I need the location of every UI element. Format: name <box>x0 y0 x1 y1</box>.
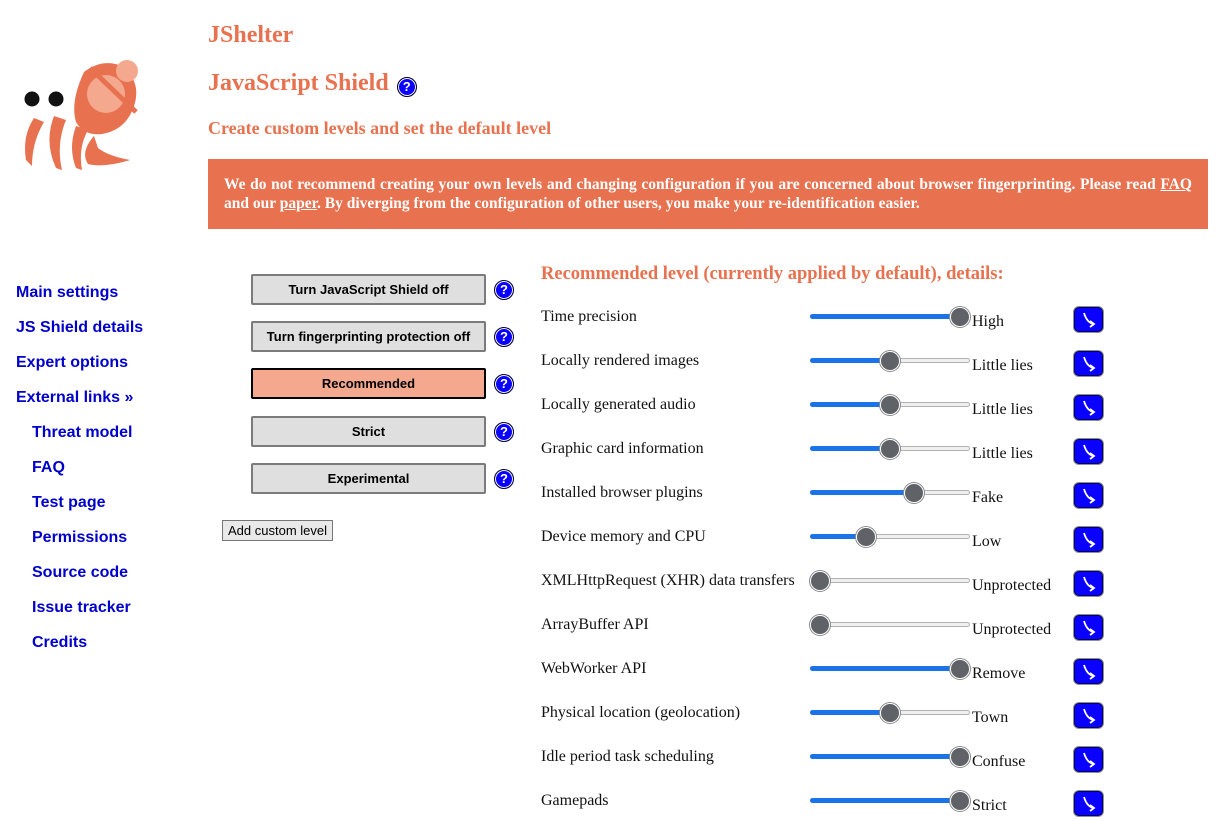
slider-track[interactable] <box>810 578 970 583</box>
help-icon[interactable]: ? <box>494 280 514 300</box>
curved-arrow-icon <box>1081 664 1097 680</box>
slider-fill <box>810 402 890 407</box>
curved-arrow-icon <box>1081 356 1097 372</box>
app-title: JShelter <box>208 22 294 48</box>
customize-locally-rendered-images-button[interactable] <box>1074 351 1103 376</box>
detail-value-installed-browser-plugins: Fake <box>972 489 1004 506</box>
detail-value-device-memory-and-cpu: Low <box>972 533 1002 550</box>
detail-label-gamepads: Gamepads <box>541 792 609 809</box>
help-icon[interactable]: ? <box>494 422 514 442</box>
sidebar-nav <box>16 282 143 667</box>
nav-faq[interactable]: FAQ <box>32 459 65 476</box>
turn-shield-off-button[interactable]: Turn JavaScript Shield off <box>251 274 486 305</box>
jshelter-logo-icon <box>18 56 144 174</box>
slider-fill <box>810 798 960 803</box>
strict-level-button[interactable]: Strict <box>251 416 486 447</box>
slider-thumb[interactable] <box>856 527 876 547</box>
slider-fill <box>810 358 890 363</box>
help-icon[interactable]: ? <box>494 374 514 394</box>
detail-slider-gamepads[interactable] <box>810 790 970 812</box>
warning-text-middle: and our <box>224 195 280 212</box>
detail-value-physical-location-geolocation: Town <box>972 709 1009 726</box>
curved-arrow-icon <box>1081 400 1097 416</box>
nav-issue-tracker[interactable]: Issue tracker <box>32 599 131 616</box>
slider-thumb[interactable] <box>904 483 924 503</box>
slider-fill <box>810 490 914 495</box>
detail-slider-webworker-api[interactable] <box>810 658 970 680</box>
page-subtitle: Create custom levels and set the default level <box>208 118 552 138</box>
customize-gamepads-button[interactable] <box>1074 791 1103 816</box>
slider-thumb[interactable] <box>950 307 970 327</box>
faq-link[interactable]: FAQ <box>1160 176 1192 193</box>
detail-value-idle-period-task-scheduling: Confuse <box>972 753 1026 770</box>
slider-thumb[interactable] <box>880 703 900 723</box>
detail-value-graphic-card-information: Little lies <box>972 445 1033 462</box>
nav-main-settings[interactable]: Main settings <box>16 284 119 301</box>
curved-arrow-icon <box>1081 312 1097 328</box>
slider-thumb[interactable] <box>880 351 900 371</box>
nav-js-shield-details[interactable]: JS Shield details <box>16 319 144 336</box>
help-icon[interactable]: ? <box>494 469 514 489</box>
slider-fill <box>810 446 890 451</box>
fingerprinting-warning <box>208 159 1208 229</box>
detail-slider-physical-location-geolocation[interactable] <box>810 702 970 724</box>
detail-value-locally-generated-audio: Little lies <box>972 401 1033 418</box>
nav-expert-options[interactable]: Expert options <box>16 354 129 371</box>
slider-thumb[interactable] <box>810 615 830 635</box>
curved-arrow-icon <box>1081 752 1097 768</box>
slider-fill <box>810 314 960 319</box>
customize-installed-browser-plugins-button[interactable] <box>1074 483 1103 508</box>
customize-webworker-api-button[interactable] <box>1074 659 1103 684</box>
customize-graphic-card-information-button[interactable] <box>1074 439 1103 464</box>
detail-slider-installed-browser-plugins[interactable] <box>810 482 970 504</box>
add-custom-level-button[interactable]: Add custom level <box>222 520 333 541</box>
customize-idle-period-task-scheduling-button[interactable] <box>1074 747 1103 772</box>
customize-xmlhttprequest-xhr-data-transfers-button[interactable] <box>1074 571 1103 596</box>
curved-arrow-icon <box>1081 444 1097 460</box>
detail-slider-device-memory-and-cpu[interactable] <box>810 526 970 548</box>
customize-device-memory-and-cpu-button[interactable] <box>1074 527 1103 552</box>
nav-test-page[interactable]: Test page <box>32 494 106 511</box>
detail-value-time-precision: High <box>972 313 1004 330</box>
detail-label-installed-browser-plugins: Installed browser plugins <box>541 484 703 501</box>
detail-value-xmlhttprequest-xhr-data-transfers: Unprotected <box>972 577 1052 594</box>
detail-label-time-precision: Time precision <box>541 308 637 325</box>
detail-label-xmlhttprequest-xhr-data-transfers: XMLHttpRequest (XHR) data transfers <box>541 572 795 589</box>
detail-label-arraybuffer-api: ArrayBuffer API <box>541 616 649 633</box>
curved-arrow-icon <box>1081 708 1097 724</box>
slider-fill <box>810 710 890 715</box>
warning-text-end: . By diverging from the configuration of other users, you make your re-identification easier. <box>317 195 920 212</box>
detail-slider-xmlhttprequest-xhr-data-transfers[interactable] <box>810 570 970 592</box>
customize-arraybuffer-api-button[interactable] <box>1074 615 1103 640</box>
nav-permissions[interactable]: Permissions <box>32 529 128 546</box>
curved-arrow-icon <box>1081 576 1097 592</box>
nav-external-links[interactable]: External links » <box>16 389 134 406</box>
customize-time-precision-button[interactable] <box>1074 307 1103 332</box>
detail-slider-graphic-card-information[interactable] <box>810 438 970 460</box>
detail-label-device-memory-and-cpu: Device memory and CPU <box>541 528 706 545</box>
detail-slider-arraybuffer-api[interactable] <box>810 614 970 636</box>
paper-link[interactable]: paper <box>279 195 318 212</box>
detail-label-idle-period-task-scheduling: Idle period task scheduling <box>541 748 714 765</box>
slider-thumb[interactable] <box>950 747 970 767</box>
detail-label-locally-generated-audio: Locally generated audio <box>541 396 696 413</box>
slider-thumb[interactable] <box>950 659 970 679</box>
nav-threat-model[interactable]: Threat model <box>32 424 133 441</box>
customize-locally-generated-audio-button[interactable] <box>1074 395 1103 420</box>
page-title-text: JavaScript Shield <box>208 70 389 96</box>
detail-value-gamepads: Strict <box>972 797 1007 814</box>
slider-thumb[interactable] <box>950 791 970 811</box>
help-icon[interactable]: ? <box>397 77 417 97</box>
detail-label-physical-location-geolocation: Physical location (geolocation) <box>541 704 741 721</box>
detail-value-arraybuffer-api: Unprotected <box>972 621 1052 638</box>
detail-label-locally-rendered-images: Locally rendered images <box>541 352 700 369</box>
curved-arrow-icon <box>1081 620 1097 636</box>
nav-credits[interactable]: Credits <box>32 634 88 651</box>
detail-slider-idle-period-task-scheduling[interactable] <box>810 746 970 768</box>
slider-fill <box>810 754 960 759</box>
detail-slider-time-precision[interactable] <box>810 306 970 328</box>
recommended-level-button[interactable]: Recommended <box>251 368 486 399</box>
detail-slider-locally-generated-audio[interactable] <box>810 394 970 416</box>
curved-arrow-icon <box>1081 488 1097 504</box>
detail-value-locally-rendered-images: Little lies <box>972 357 1033 374</box>
slider-thumb[interactable] <box>880 395 900 415</box>
details-title: Recommended level (currently applied by default), details: <box>541 264 1004 284</box>
turn-fp-protection-off-button[interactable]: Turn fingerprinting protection off <box>251 321 486 352</box>
nav-source-code[interactable]: Source code <box>32 564 129 581</box>
slider-thumb[interactable] <box>880 439 900 459</box>
slider-thumb[interactable] <box>810 571 830 591</box>
customize-physical-location-geolocation-button[interactable] <box>1074 703 1103 728</box>
experimental-level-button[interactable]: Experimental <box>251 463 486 494</box>
slider-fill <box>810 666 960 671</box>
page-title <box>208 70 417 97</box>
detail-label-webworker-api: WebWorker API <box>541 660 647 677</box>
warning-text-start: We do not recommend creating your own levels and changing configuration if you are concerned about browser fingerprinting. Please read <box>224 176 1161 193</box>
curved-arrow-icon <box>1081 796 1097 812</box>
detail-label-graphic-card-information: Graphic card information <box>541 440 704 457</box>
help-icon[interactable]: ? <box>494 327 514 347</box>
slider-track[interactable] <box>810 622 970 627</box>
curved-arrow-icon <box>1081 532 1097 548</box>
detail-slider-locally-rendered-images[interactable] <box>810 350 970 372</box>
detail-value-webworker-api: Remove <box>972 665 1026 682</box>
